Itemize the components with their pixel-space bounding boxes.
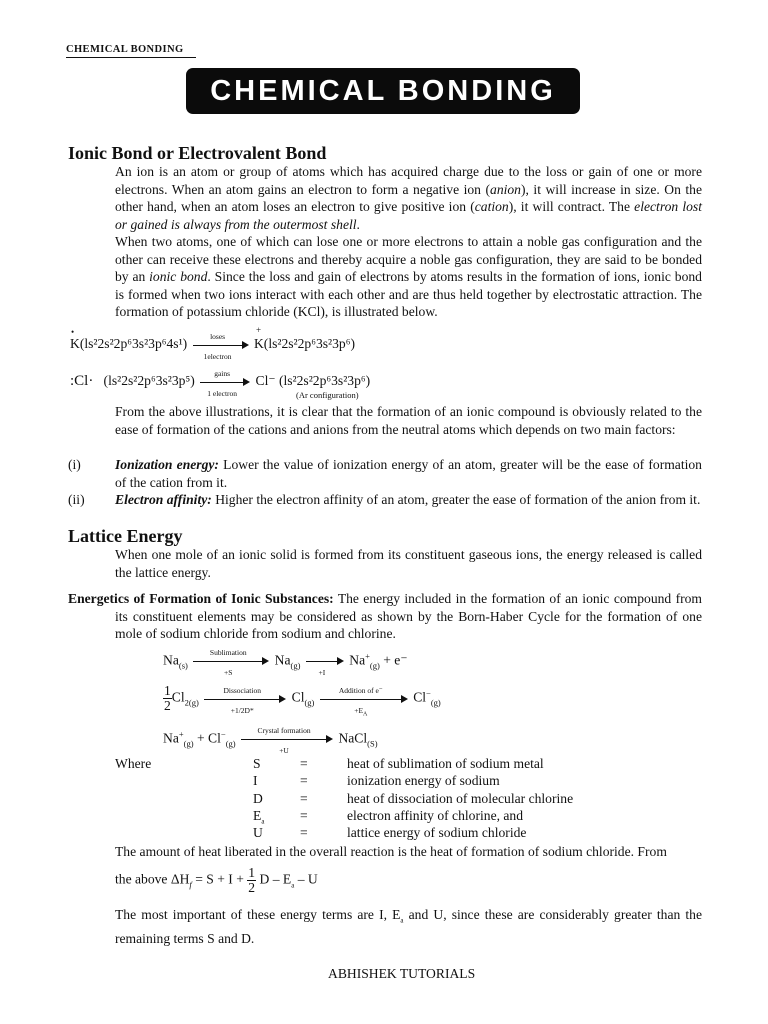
arrow-icon: Dissociation +1/2D* <box>204 694 286 704</box>
paragraph-lattice-definition: When one mole of an ionic solid is formed from its constituent gaseous ions, the energy released is called the lattice energy. <box>115 547 702 580</box>
where-symbol-s: S <box>253 756 261 771</box>
equation-potassium <box>70 331 355 361</box>
eq2-lhs-config: (ls²2s²2p⁶3s²3p⁵) <box>103 373 195 388</box>
paragraph-factors-intro: From the above illustrations, it is clear that the formation of an ionic compound is obviously related to the ease of formation of the cations and anions from the neutral atoms which depends on two main factors: <box>115 404 702 437</box>
eq1-rhs: + K(ls²2s²2p⁶3s²3p⁶) <box>254 336 355 352</box>
paragraph-energetics: Energetics of Formation of Ionic Substances: The energy included in the formation of an ionic compound from its constituent elements may be considered as shown by the Born-Haber Cycle for the formation of one mole of sodium chloride from sodium and chlorine. <box>68 591 702 641</box>
where-desc-ea: electron affinity of chlorine, and <box>347 808 524 823</box>
arrow-icon: Addition of e⁻ $+E_A$ <box>320 694 408 704</box>
where-equals: = <box>300 773 308 788</box>
where-equals: = <box>300 808 308 823</box>
where-desc-d: heat of dissociation of molecular chlorine <box>347 791 574 806</box>
where-symbol-ea: $E_a$ <box>253 808 265 826</box>
eq2-lhs-symbol: :Cl· <box>70 373 94 389</box>
formula-heat-of-formation: the above $\Delta H_f = S + I$ + $\frac{1}{2}$ D – $E_a$ – U <box>115 865 318 895</box>
paragraph-important-terms: The most important of these energy terms are I, $E_a$ and U, since these are considerably greater than the remaining terms S and D. <box>115 907 702 947</box>
where-symbol-i: I <box>253 773 258 788</box>
eq2-note: (Ar configuration) <box>296 390 359 400</box>
section-heading-lattice-energy: Lattice Energy <box>68 526 183 546</box>
where-desc-u: lattice energy of sodium chloride <box>347 825 527 840</box>
where-equals: = <box>300 825 308 840</box>
where-symbol-d: D <box>253 791 263 806</box>
where-equals: = <box>300 791 308 806</box>
eq1-lhs: • K(ls²2s²2p⁶3s²3p⁶4s¹) <box>70 336 187 352</box>
arrow-icon: Sublimation +S <box>193 656 269 666</box>
where-equals: = <box>300 756 308 771</box>
born-haber-step-2: $\frac{1}{2}$ $Cl_{2(g)}$ Dissociation +1/2D* $Cl_{(g)}$ Addition of e⁻ $+E_A$ $Cl^-_{(g)}$ <box>164 683 441 717</box>
where-label: Where <box>115 756 152 771</box>
where-desc-i: ionization energy of sodium <box>347 773 500 788</box>
arrow-icon: gains 1 electron <box>200 377 250 387</box>
arrow-icon: loses 1electron <box>193 340 249 350</box>
chapter-title-banner: CHEMICAL BONDING <box>186 68 580 114</box>
born-haber-step-3: $Na^+_{(g)} + Cl^-_{(g)}$ Crystal formation +U NaCl$_{(S)}$ <box>163 726 378 756</box>
paragraph-ionic-bond: When two atoms, one of which can lose one or more electrons to attain a noble gas configuration and the other can receive these electrons and thereby acquire a noble gas configuration, they are said to be bonded by an ionic bond. Since the loss and gain of electrons by atoms results in the formation of ions, ionic bond is formed when two ions interact with each other and are thus held together by electrostatic attraction. The formation of potassium chloride (KCl), is illustrated below. <box>115 234 702 319</box>
arrow-icon: Crystal formation +U <box>241 734 333 744</box>
section-heading-ionic-bond: Ionic Bond or Electrovalent Bond <box>68 143 327 163</box>
born-haber-step-1: $Na_{(s)}$ Sublimation +S $Na_{(g)}$ +I $Na^+_{(g)} + e^-$ <box>163 648 408 678</box>
where-desc-s: heat of sublimation of sodium metal <box>347 756 544 771</box>
arrow-icon: +I <box>306 656 344 666</box>
paragraph-ion-definition: An ion is an atom or group of atoms which has acquired charge due to the loss or gain of one or more electrons. When an atom gains an electron to form a negative ion (anion), it will increase in size. On the other hand, when an atom loses an electron to give positive ion (cation), it will contract. The electron lost or gained is always from the outermost shell. <box>115 164 702 232</box>
where-symbol-u: U <box>253 825 263 840</box>
factor-ionization-energy: (i) Ionization energy: Lower the value of ionization energy of an atom, greater will be the ease of formation of the cation from it. <box>68 457 702 490</box>
eq2-rhs: Cl⁻ (ls²2s²2p⁶3s²3p⁶) <box>255 373 371 388</box>
factor-electron-affinity: (ii) Electron affinity: Higher the electron affinity of an atom, greater the ease of formation of the anion from it. <box>68 492 701 507</box>
paragraph-heat-of-formation: The amount of heat liberated in the overall reaction is the heat of formation of sodium chloride. From <box>115 844 667 859</box>
footer-publisher: ABHISHEK TUTORIALS <box>328 966 476 981</box>
running-header: CHEMICAL BONDING <box>66 44 196 58</box>
